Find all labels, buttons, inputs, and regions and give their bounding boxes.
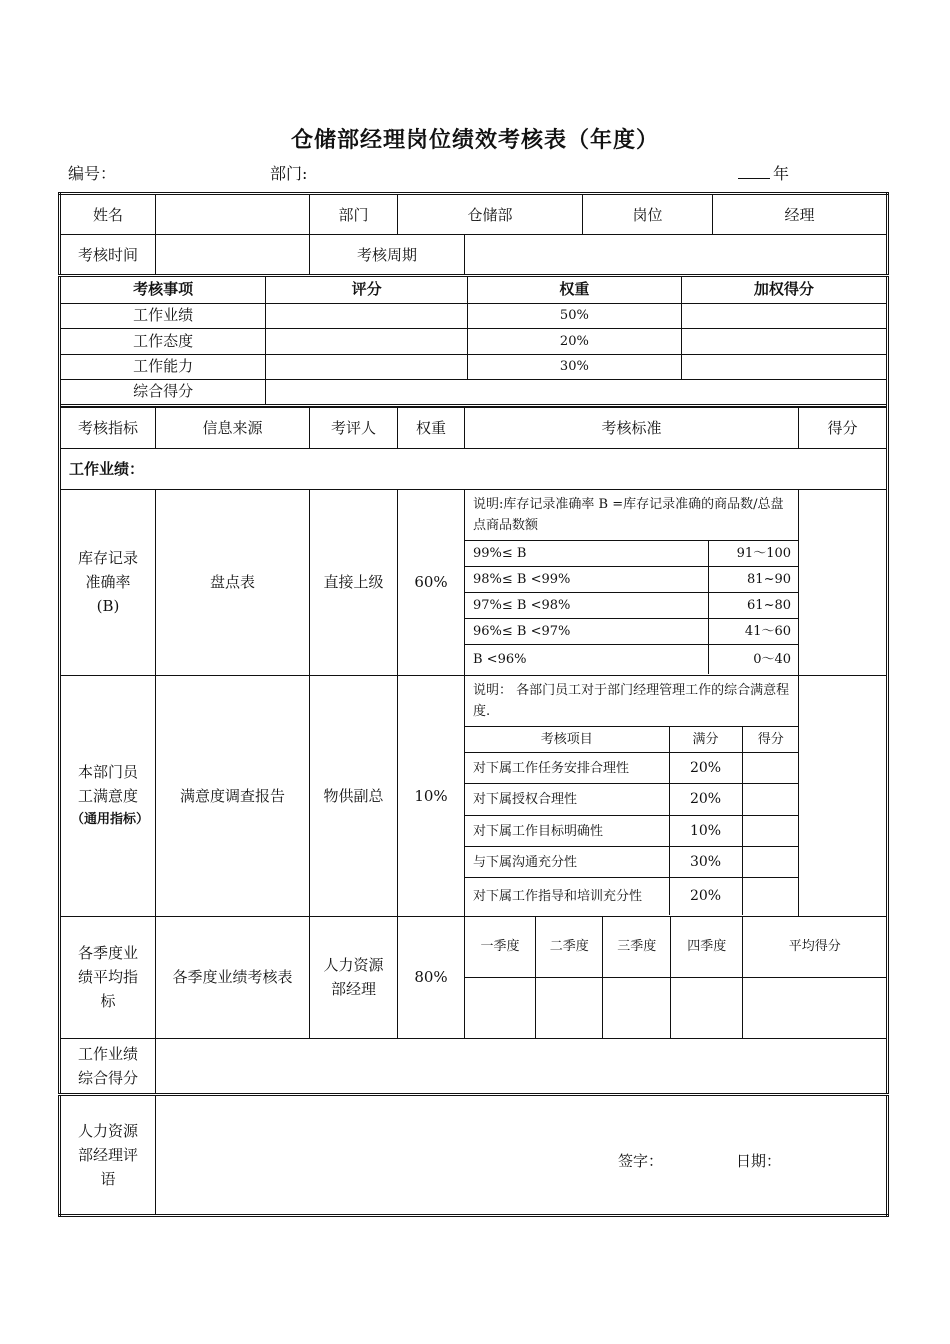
satisfaction-item-name: 对下属工作指导和培训充分性	[465, 878, 669, 915]
summary-weighted-field[interactable]	[681, 303, 886, 328]
position-value: 经理	[713, 194, 888, 235]
detail-header-evaluator: 考评人	[310, 407, 398, 448]
inventory-level-score: 0～40	[708, 645, 799, 674]
summary-header-weighted: 加权得分	[681, 277, 886, 303]
time-field[interactable]	[156, 235, 310, 276]
period-field[interactable]	[465, 235, 888, 276]
inventory-indicator-line1: 库存记录	[77, 549, 138, 567]
quarter-header: 三季度	[603, 917, 670, 978]
summary-weighted-field[interactable]	[681, 354, 886, 379]
summary-score-field[interactable]	[266, 303, 468, 328]
period-label: 考核周期	[310, 235, 465, 276]
summary-total-label: 综合得分	[61, 379, 266, 405]
detail-header-weight: 权重	[398, 407, 465, 448]
appraisal-table	[58, 192, 889, 1217]
dept-header-label: 部门:	[270, 164, 308, 183]
satisfaction-item-full: 20%	[669, 784, 742, 816]
satisfaction-item-full: 10%	[669, 816, 742, 847]
quarter-score-field[interactable]	[465, 978, 536, 1038]
satisfaction-item-score-field[interactable]	[742, 753, 799, 784]
inventory-standard	[465, 489, 799, 675]
date-label: 日期：	[736, 1152, 782, 1170]
summary-score-field[interactable]	[266, 354, 468, 379]
satisfaction-item-name: 对下属工作目标明确性	[465, 816, 669, 847]
inventory-level-score: 91～100	[708, 541, 799, 567]
satisfaction-indicator-line1: 本部门员	[77, 762, 138, 781]
year-label: 年	[773, 164, 790, 183]
average-score-header: 平均得分	[743, 917, 886, 978]
inventory-weight: 60%	[398, 489, 465, 675]
code-label: 编号：	[68, 164, 117, 183]
inventory-standard-table	[465, 490, 799, 674]
satisfaction-standard-table	[465, 676, 799, 915]
inventory-level-range: 99%≤ B	[465, 541, 708, 567]
summary-item: 工作态度	[61, 328, 266, 354]
quarter-header: 一季度	[465, 917, 536, 978]
quarter-score-field[interactable]	[536, 978, 603, 1038]
detail-header-indicator: 考核指标	[60, 407, 156, 448]
satisfaction-indicator-note: （通用指标）	[71, 811, 150, 827]
satisfaction-source: 满意度调查报告	[156, 675, 310, 916]
quarterly-weight: 80%	[398, 916, 465, 1038]
detail-header-score: 得分	[799, 407, 888, 448]
page-title: 仓储部经理岗位绩效考核表（年度）	[290, 127, 659, 153]
satisfaction-header-item: 考核项目	[465, 727, 669, 753]
satisfaction-item-full: 20%	[669, 753, 742, 784]
satisfaction-weight: 10%	[398, 675, 465, 916]
satisfaction-standard	[465, 675, 799, 916]
position-label: 岗位	[583, 194, 713, 235]
summary-header-score: 评分	[266, 277, 468, 303]
satisfaction-item-score-field[interactable]	[742, 816, 799, 847]
sign-label: 签字：	[618, 1152, 664, 1170]
satisfaction-item-full: 30%	[669, 847, 742, 878]
satisfaction-evaluator: 物供副总	[310, 675, 398, 916]
inventory-level-range: B <96%	[465, 645, 708, 674]
perf-total-field[interactable]	[156, 1038, 888, 1094]
inventory-score-field[interactable]	[799, 489, 888, 675]
quarterly-table	[465, 917, 886, 1038]
inventory-indicator-line2: 准确率	[85, 573, 131, 591]
satisfaction-indicator	[60, 675, 156, 916]
average-score-field[interactable]	[743, 978, 886, 1038]
quarter-score-field[interactable]	[670, 978, 743, 1038]
inventory-indicator-line3: (B)	[96, 597, 120, 615]
inventory-indicator	[60, 489, 156, 675]
quarter-header: 二季度	[536, 917, 603, 978]
satisfaction-item-name: 对下属工作任务安排合理性	[465, 753, 669, 784]
inventory-level-range: 98%≤ B <99%	[465, 567, 708, 593]
inventory-level-range: 96%≤ B <97%	[465, 619, 708, 645]
satisfaction-item-name: 对下属授权合理性	[465, 784, 669, 816]
inventory-level-score: 61~80	[708, 593, 799, 619]
satisfaction-desc: 说明： 各部门员工对于部门经理管理工作的综合满意程度.	[465, 676, 799, 727]
satisfaction-item-score-field[interactable]	[742, 878, 799, 915]
summary-header-weight: 权重	[467, 277, 681, 303]
year-blank[interactable]	[738, 164, 770, 179]
inventory-desc: 说明:库存记录准确率 B =库存记录准确的商品数/总盘点商品数额	[465, 490, 799, 541]
time-label: 考核时间	[60, 235, 156, 276]
satisfaction-header-full: 满分	[669, 727, 742, 753]
inventory-evaluator: 直接上级	[310, 489, 398, 675]
inventory-level-score: 41～60	[708, 619, 799, 645]
summary-weight: 30%	[467, 354, 681, 379]
satisfaction-item-score-field[interactable]	[742, 784, 799, 816]
hr-comment-label: 人力资源部经理评语	[60, 1094, 156, 1215]
name-label: 姓名	[60, 194, 156, 235]
summary-item: 工作能力	[61, 354, 266, 379]
satisfaction-item-name: 与下属沟通充分性	[465, 847, 669, 878]
summary-table	[61, 277, 886, 407]
summary-total-field[interactable]	[266, 379, 886, 405]
summary-score-field[interactable]	[266, 328, 468, 354]
satisfaction-item-score-field[interactable]	[742, 847, 799, 878]
inventory-level-range: 97%≤ B <98%	[465, 593, 708, 619]
section-performance: 工作业绩：	[60, 448, 888, 489]
detail-header-standard: 考核标准	[465, 407, 799, 448]
dept-label: 部门	[310, 194, 398, 235]
satisfaction-item-full: 20%	[669, 878, 742, 915]
inventory-source: 盘点表	[156, 489, 310, 675]
dept-value: 仓储部	[398, 194, 583, 235]
summary-header-item: 考核事项	[61, 277, 266, 303]
inventory-level-score: 81~90	[708, 567, 799, 593]
name-field[interactable]	[156, 194, 310, 235]
quarter-header: 四季度	[670, 917, 743, 978]
quarter-score-field[interactable]	[603, 978, 670, 1038]
summary-weight: 20%	[467, 328, 681, 354]
summary-item: 工作业绩	[61, 303, 266, 328]
summary-weight: 50%	[467, 303, 681, 328]
perf-total-label: 工作业绩综合得分	[60, 1038, 156, 1094]
detail-header-source: 信息来源	[156, 407, 310, 448]
quarterly-grid	[465, 916, 888, 1038]
satisfaction-indicator-line2: 工满意度	[77, 786, 138, 805]
summary-weighted-field[interactable]	[681, 328, 886, 354]
quarterly-source: 各季度业绩考核表	[156, 916, 310, 1038]
quarterly-indicator: 各季度业绩平均指标	[60, 916, 156, 1038]
year-field[interactable]	[738, 161, 789, 184]
quarterly-evaluator: 人力资源部经理	[310, 916, 398, 1038]
satisfaction-header-score: 得分	[742, 727, 799, 753]
satisfaction-score-field[interactable]	[799, 675, 888, 916]
